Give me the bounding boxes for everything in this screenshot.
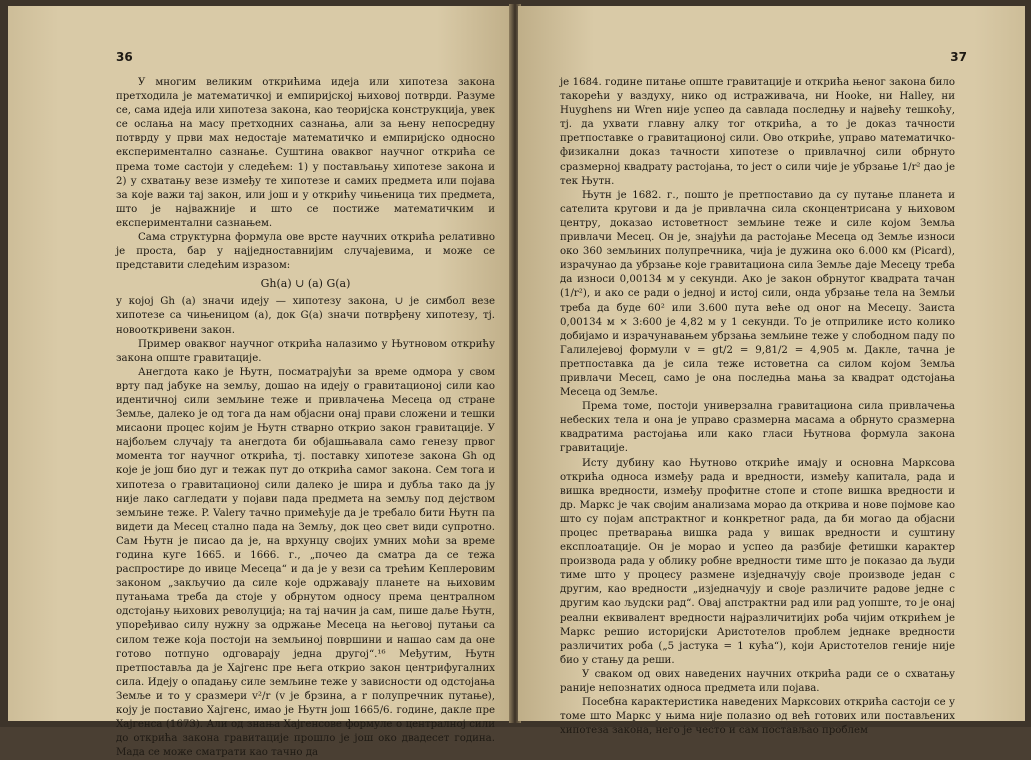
left-page-text xyxy=(116,76,495,760)
paragraph: Сама структурна формула ове врсте научних открића релативно је проста, бар у најједноставнијим случајевима, и може се представити следећим изразом: xyxy=(116,232,495,272)
left-page xyxy=(8,6,513,759)
paragraph: Анегдота како је Њутн, посматрајући за време одмора у свом врту пад јабуке на земљу, дошао на идеју о гравитационој сили као идентичној сили земљине теже и привлачења Месеца од стране Земље, далеко је од тога да нам објасни онај прави сложени и тешки мисаони процес којим је Њутн стварно открио закон гравитације. У најбољем случају та анегдота би објашњавала само генезу првог момента тог научног открића, тј. поставку хипотезе закона Gh од које је још био дуг и тежак пут до открића самог закона. Сем тога и хипотеза о гравитационој сили далеко је шира и дубља тако да ју није лако сагледати у појави пада предмета на земљу под дејством земљине теже. P. Valery тачно примећује да је требало бити Њутн па видети да Месец стално пада на Земљу, док цео свет види супротно. Сам Њутн је писао да је, на врхунцу својих умних моћи за време година куге 1665. и 1666. г., „почео да сматра да се тежа распростире до ивице Месеца“ и да је у вези са трећим Кеплеровим законом „закључио да силе које одржавају планете на њиховим путањама треба да стоје у обрнутом односу према централном одстојању њихових револуција; на тај начин ја сам, пише даље Њутн, упоређивао силу нужну за одржање Месеца на његовој путањи са силом теже која постоји на земљиној површини и нашао сам да оне готово потпуно одговарају једна другој“.¹⁶ Међутим, Њутн претпоставља да је Хајгенс пре њега открио закон центрифугалних сила. Идеју о опадању силе земљине теже у зависности од одстојања Земље и то у сразмери v²/r (v је брзина, а r полупречник путање), коју је поставио Хајгенс, имао је Њутн још 1665/6. године, дакле пре Хајгенса (1673). Али од знања Хајгенсове формуле о централној сили до открића закона гравитације прошло је још око двадесет година. Мада се може сматрати као тачно да xyxy=(116,366,495,759)
paragraph: Према томе, постоји универзална гравитациона сила привлачења небеских тела и она је управо сразмерна масама а обрнуто сразмерна квадратима растојања или како гласи Њутнова формула закона гравитације. xyxy=(560,401,955,455)
page-number-right: 37 xyxy=(950,50,967,64)
paragraph: у којој Gh (a) значи идеју — хипотезу закона, ∪ је симбол везе хипотезе са чињеницом (a), док G(a) значи потврђену хипотезу, тј. новооткривени закон. xyxy=(116,296,495,336)
paragraph: Исту дубину као Њутново откриће имају и основна Марксова открића односа између рада и вредности, између капитала, рада и вишка вредности, између профитне стопе и стопе вишка вредности и др. Маркс је чак својим анализама морао да открива и нове појмове као што су појам апстрактног и конкретног рада, да би могао да објасни процес претварања вишка рада у вишак вредности и суштину експлоатације. Он је морао и успео да разбије фетишки карактер производа рада у облику робне вредности тиме што је показао да људи тиме што у процесу размене изједначују своје производе један с другим, као вредности „изједначују и своје различите радове једне с другим као људски рад“. Овај апстрактни рад или рад уопште, то је онај реални еквивалент вредности најразличитијих роба чијим открићем је Маркс решио историјски Аристотелов проблем једнаке вредности различитих роба („5 јастука = 1 кућа“), који Аристотелов геније није био у стању да реши. xyxy=(560,457,955,666)
paragraph: Посебна карактеристика наведених Марксових открића састоји се у томе што Маркс у њима није полазио од већ готових или постављених хипотеза закона, него је често и сам постављао проблем xyxy=(560,697,955,737)
paragraph: Њутн је 1682. г., пошто је претпоставио да су путање планета и сателита кругови и да је привлачна сила сконцентрисана у њиховом центру, доказао истоветност земљине теже и силе којом Земља привлачи Месец. Он је, знајући да растојање Месеца од Земље износи око 360 земљиних полупречника, чија је дужина око 6.000 км (Picard), израчунао да убрзање које гравитациона сила Земље даје Месецу треба да износи 0,00134 м у секунди. Ако је закон обрнутог квадрата тачан (1/r²), и ако се ради о једној и истој сили, онда убрзање тела на Земљи треба да буде 60² или 3.600 пута веће од оног на Месецу. Заиста 0,00134 м × 3:600 је 4,82 м у 1 секунди. То је отприлике исто колико добијамо и израчунавањем убрзања земљине теже у слободном паду по Галилејевој формули v = gt/2 = 9,81/2 = 4,905 м. Дакле, тачна је претпоставка да је сила теже истоветна са силом којом Земља привлачи Месец, само је она последња мања за квадрат одстојања Месеца од Земље. xyxy=(560,189,955,399)
paragraph: је 1684. године питање опште гравитације и открића њеног закона било такорећи у ваздуху, нико од истраживача, ни Hooke, ни Halley, ни Huyghens ни Wren није успео да савлада последњу и највећу тешкоћу, тј. да ухвати главну алку тог открића, а то је доказ тачности претпоставке о гравитационој сили. Ово откриће, управо математичко-физикални доказ тачности хипотезе о привлачној сили обрнуто сразмерној квадрату растојања, то јест о сили чије је убрзање 1/r² дао је тек Њутн. xyxy=(560,77,955,187)
page-number-left: 36 xyxy=(116,50,133,64)
paragraph: Пример оваквог научног открића налазимо у Њутновом открићу закона опште гравитације. xyxy=(116,338,495,364)
right-page-text xyxy=(560,76,955,738)
paragraph: У сваком од ових наведених научних открића ради се о схватању раније непознатих односа предмета или појава. xyxy=(560,668,955,695)
paragraph: У многим великим открићима идеја или хипотеза закона претходила је математичкој и емпиријској њиховој потврди. Разуме се, сама идеја или хипотеза закона, као теоријска конструкција, увек се ослања на масу претходних сазнања, али за њену непосредну потврду у први мах недостаје математичко и емпиријско односно експериментално сазнање. Суштина оваквог научног открића се према томе састоји у следећем: 1) у постављању хипотезе закона и 2) у схватању везе између те хипотезе и самих предмета или појава за које важи тај закон, или још и у открићу чињеница тих предмета, што је најважније и што се постиже математичким и експериментални сазнањем. xyxy=(116,77,495,229)
structural-formula: Gh(a) ∪ (a) G(a) xyxy=(260,277,351,291)
right-page xyxy=(518,6,1025,737)
